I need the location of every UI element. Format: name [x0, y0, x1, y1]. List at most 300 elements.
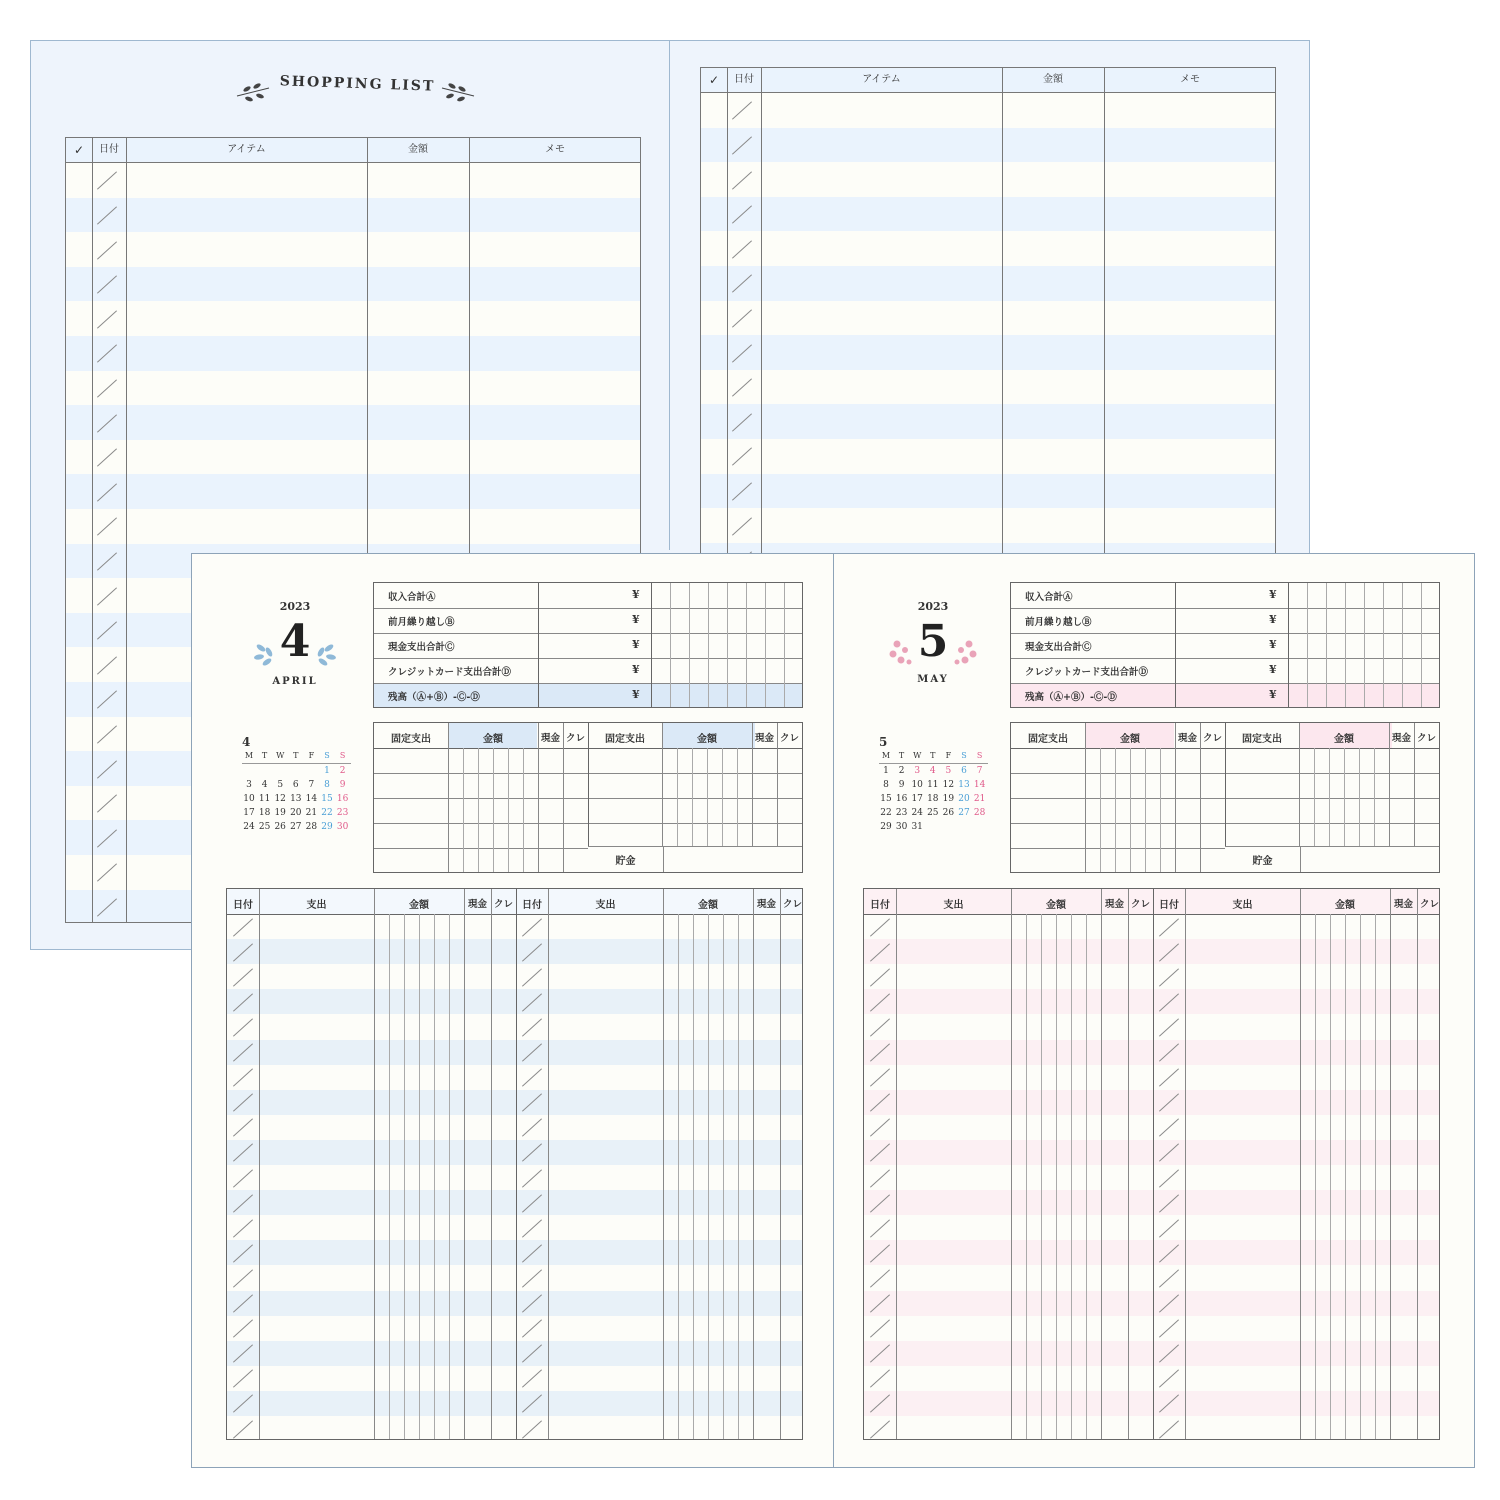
date-slash: [522, 968, 542, 986]
april-daily-expenses-table: [226, 888, 803, 1440]
date-slash: [1159, 1269, 1179, 1287]
col-line: [663, 847, 664, 872]
may-month-heading: [883, 598, 983, 693]
digit-line: [707, 748, 708, 847]
amount-header: 金額: [1334, 734, 1354, 745]
digit-line: [727, 583, 728, 707]
row-stripe: [864, 1040, 1439, 1065]
digit-line: [419, 914, 420, 1439]
date-slash: [97, 449, 117, 467]
calendar-day: 30: [336, 822, 349, 832]
calendar-day: 21: [973, 794, 986, 804]
digit-line: [1375, 914, 1376, 1439]
summary-label: クレジットカード支出合計Ⓓ: [1025, 667, 1148, 678]
amount-header: 金額: [483, 734, 503, 745]
date-slash: [522, 1169, 542, 1187]
calendar-month-label: 5: [879, 735, 888, 749]
date-slash: [1159, 1018, 1179, 1036]
digit-line: [1130, 748, 1131, 872]
weekday-label: T: [930, 751, 936, 760]
digit-line: [404, 914, 405, 1439]
digit-line: [1330, 914, 1331, 1439]
date-slash: [732, 517, 752, 535]
digit-line: [693, 914, 694, 1439]
date-slash: [870, 1269, 890, 1287]
date-slash: [97, 864, 117, 882]
date-slash: [522, 1269, 542, 1287]
weekday-label: T: [261, 751, 268, 760]
calendar-day: 8: [324, 780, 330, 790]
row-stripe: [701, 335, 1275, 370]
row-line: [374, 633, 802, 634]
date-slash: [1159, 1169, 1179, 1187]
col-line: [1200, 723, 1201, 872]
calendar-day: 17: [911, 794, 923, 804]
calendar-day: 3: [914, 766, 921, 776]
date-slash: [732, 379, 752, 397]
row-stripe: [227, 1140, 802, 1165]
row-stripe: [227, 1090, 802, 1115]
digit-line: [1345, 583, 1346, 707]
row-stripe: [864, 1140, 1439, 1165]
date-slash: [522, 1018, 542, 1036]
digit-line: [1421, 583, 1422, 707]
date-slash: [97, 587, 117, 605]
yen-sign: ¥: [1269, 613, 1277, 626]
header-line: [227, 914, 802, 915]
date-slash: [233, 1018, 253, 1036]
calendar-day: 11: [258, 794, 271, 804]
cash-header: 現金: [1391, 733, 1411, 744]
fixed-expense-header: 固定支出: [391, 734, 431, 745]
yen-sign: ¥: [632, 688, 640, 701]
calendar-month-label: 4: [242, 735, 251, 749]
calendar-day: 4: [929, 766, 936, 776]
row-stripe: [864, 1190, 1439, 1215]
digit-line: [1359, 748, 1360, 847]
calendar-day: 9: [339, 780, 346, 790]
row-stripe: [227, 989, 802, 1014]
col-line: [753, 889, 754, 1439]
digit-line: [670, 583, 671, 707]
digit-line: [689, 583, 690, 707]
date-slash: [870, 1219, 890, 1237]
digit-line: [692, 748, 693, 847]
credit-header: クレ: [782, 899, 802, 910]
calendar-day: 26: [942, 808, 955, 818]
weekday-label: S: [961, 751, 967, 760]
date-slash: [732, 171, 752, 189]
calendar-day: 10: [911, 780, 923, 790]
digit-line: [1374, 748, 1375, 847]
digit-line: [1344, 748, 1345, 847]
date-slash: [732, 102, 752, 120]
digit-line: [1041, 914, 1042, 1439]
calendar-day: 4: [261, 780, 268, 790]
col-line: [1128, 889, 1129, 1439]
row-stripe: [864, 1291, 1439, 1316]
expense-header: 支出: [306, 900, 327, 911]
col-line: [1085, 723, 1086, 872]
weekday-label: S: [324, 751, 330, 760]
date-slash: [233, 1119, 253, 1137]
may-daily-expenses-table: [863, 888, 1440, 1440]
calendar-day: 24: [911, 808, 923, 818]
expense-header: 支出: [1232, 900, 1253, 911]
month-name: MAY: [917, 674, 949, 685]
shopping-list-table-right: [700, 67, 1276, 567]
date-slash: [870, 1320, 890, 1338]
amount-header: 金額: [698, 900, 718, 911]
col-line: [780, 889, 781, 1439]
date-slash: [1159, 968, 1179, 986]
yen-sign: ¥: [632, 663, 640, 676]
digit-line: [1071, 914, 1072, 1439]
date-slash: [97, 518, 117, 536]
date-slash: [522, 1219, 542, 1237]
digit-line: [1145, 748, 1146, 872]
digit-line: [746, 583, 747, 707]
summary-label: 残高（Ⓐ+Ⓑ）-Ⓒ-Ⓓ: [1025, 692, 1117, 703]
april-summary-table: [373, 582, 803, 708]
amount-header: 金額: [409, 900, 429, 911]
date-slash: [233, 918, 253, 936]
digit-line: [463, 748, 464, 872]
calendar-day: 19: [274, 808, 286, 818]
cash-header: 現金: [754, 733, 774, 744]
savings-label: 貯金: [1252, 856, 1273, 867]
digit-line: [1115, 748, 1116, 872]
row-stripe: [227, 1040, 802, 1065]
calendar-day: 31: [911, 822, 923, 832]
col-line: [1300, 889, 1301, 1439]
calendar-day: 5: [277, 780, 284, 790]
calendar-day: 12: [274, 794, 286, 804]
date-slash: [732, 448, 752, 466]
calendar-day: 5: [945, 766, 952, 776]
weekday-label: M: [881, 751, 891, 760]
page-fold: [833, 553, 834, 1468]
calendar-day: 16: [895, 794, 908, 804]
date-slash: [522, 1119, 542, 1137]
item-header: アイテム: [862, 74, 901, 85]
date-slash: [870, 1420, 890, 1438]
date-slash: [97, 379, 117, 397]
yen-sign: ¥: [632, 588, 640, 601]
credit-header: クレ: [493, 899, 513, 910]
date-slash: [732, 309, 752, 327]
row-line: [1011, 658, 1439, 659]
check-header-icon: ✓: [708, 73, 720, 87]
date-slash: [1159, 1320, 1179, 1338]
date-slash: [233, 1169, 253, 1187]
digit-line: [784, 583, 785, 707]
item-header: アイテム: [227, 144, 266, 155]
cash-header: 現金: [467, 899, 487, 910]
calendar-day: 16: [336, 794, 349, 804]
credit-header: クレ: [1416, 733, 1436, 744]
credit-header: クレ: [1419, 899, 1439, 910]
summary-label: 収入合計Ⓐ: [388, 592, 436, 603]
calendar-day: 29: [321, 822, 333, 832]
weekday-label: W: [276, 751, 285, 760]
calendar-day: 1: [883, 766, 889, 776]
weekday-label: W: [913, 751, 922, 760]
leaf-ornament-left-icon: [235, 80, 271, 102]
digit-line: [1314, 748, 1315, 847]
row-line: [1011, 608, 1439, 609]
month-number: 5: [917, 616, 949, 667]
yen-sign: ¥: [1269, 663, 1277, 676]
yen-sign: ¥: [1269, 688, 1277, 701]
date-slash: [732, 240, 752, 258]
digit-line: [449, 914, 450, 1439]
header-line: [864, 914, 1439, 915]
date-slash: [870, 918, 890, 936]
calendar-day: 15: [880, 794, 892, 804]
row-stripe: [227, 1240, 802, 1265]
date-slash: [1159, 1370, 1179, 1388]
date-slash: [233, 1370, 253, 1388]
calendar-day: 15: [321, 794, 333, 804]
row-stripe: [227, 1341, 802, 1366]
digit-line: [434, 914, 435, 1439]
memo-header: メモ: [545, 144, 565, 155]
calendar-day: 19: [942, 794, 955, 804]
row-stripe: [701, 128, 1275, 163]
weekday-label: F: [308, 751, 315, 760]
col-line: [663, 889, 664, 1439]
date-slash: [870, 1119, 890, 1137]
digit-line: [708, 583, 709, 707]
digit-line: [678, 914, 679, 1439]
calendar-day: 22: [880, 808, 892, 818]
calendar-day: 29: [880, 822, 892, 832]
row-stripe: [701, 474, 1275, 509]
calendar-day: 20: [290, 808, 302, 818]
digit-line: [1345, 914, 1346, 1439]
calendar-day: 20: [958, 794, 970, 804]
row-stripe: [701, 266, 1275, 301]
digit-line: [765, 583, 766, 707]
digit-line: [1402, 583, 1403, 707]
digit-line: [493, 748, 494, 872]
col-line: [548, 889, 549, 1439]
date-slash: [97, 795, 117, 813]
calendar-day: 7: [308, 780, 315, 790]
yen-sign: ¥: [1269, 588, 1277, 601]
check-header-icon: ✓: [73, 143, 85, 157]
april-fixed-expenses-table: [373, 722, 803, 873]
amount-header: 金額: [1335, 900, 1355, 911]
date-slash: [233, 1069, 253, 1087]
fixed-expense-header: 固定支出: [1028, 734, 1068, 745]
date-slash: [233, 968, 253, 986]
col-line: [1101, 889, 1102, 1439]
date-slash: [1159, 1420, 1179, 1438]
date-slash: [522, 1069, 542, 1087]
col-line: [516, 889, 517, 1439]
calendar-day: 30: [895, 822, 908, 832]
date-header: 日付: [522, 900, 542, 911]
weekday-label: T: [293, 751, 299, 760]
calendar-day: 9: [898, 780, 905, 790]
may-summary-table: [1010, 582, 1440, 708]
weekday-label: S: [976, 751, 983, 760]
digit-line: [389, 914, 390, 1439]
calendar-divider: [879, 763, 988, 764]
row-stripe: [227, 1291, 802, 1316]
calendar-day: 12: [942, 780, 955, 790]
cash-header: 現金: [756, 899, 776, 910]
calendar-day: 25: [927, 808, 939, 818]
col-line: [491, 889, 492, 1439]
row-stripe: [701, 197, 1275, 232]
fixed-expense-header: 固定支出: [605, 734, 645, 745]
row-line: [374, 683, 802, 684]
col-line: [259, 889, 260, 1439]
digit-line: [1086, 914, 1087, 1439]
credit-header: クレ: [1202, 733, 1222, 744]
savings-label: 貯金: [615, 856, 636, 867]
digit-line: [1160, 748, 1161, 872]
amount-header: 金額: [697, 734, 717, 745]
digit-line: [708, 914, 709, 1439]
summary-label: 現金支出合計Ⓒ: [1025, 642, 1092, 653]
amount-header: 金額: [1046, 900, 1066, 911]
calendar-day: 6: [292, 780, 299, 790]
weekday-label: T: [898, 751, 905, 760]
calendar-day: 18: [258, 808, 271, 818]
shopping-list-title-block: [230, 70, 480, 110]
col-line: [464, 889, 465, 1439]
col-line: [896, 889, 897, 1439]
month-name: APRIL: [272, 676, 318, 687]
cash-header: 現金: [1104, 899, 1124, 910]
date-slash: [97, 725, 117, 743]
row-line: [1011, 683, 1439, 684]
amount-header: 金額: [1043, 74, 1063, 85]
row-stripe: [864, 1240, 1439, 1265]
calendar-day: 22: [321, 808, 333, 818]
calendar-day: 28: [973, 808, 986, 818]
page-fold: [669, 40, 670, 550]
weekday-label: M: [244, 751, 254, 760]
shopping-list-title: SHOPPING LIST: [279, 73, 436, 95]
calendar-day: 26: [274, 822, 286, 832]
calendar-day: 2: [339, 766, 346, 776]
date-slash: [97, 310, 117, 328]
date-header: 日付: [99, 144, 119, 155]
digit-line: [722, 748, 723, 847]
date-slash: [1159, 1119, 1179, 1137]
row-stripe: [864, 939, 1439, 964]
expense-header: 支出: [595, 900, 616, 911]
col-line: [538, 583, 539, 707]
col-line: [1175, 723, 1176, 872]
memo-header: メモ: [1180, 74, 1200, 85]
row-stripe: [864, 1341, 1439, 1366]
calendar-day: 27: [290, 822, 302, 832]
digit-line: [478, 748, 479, 872]
row-stripe: [227, 1391, 802, 1416]
date-slash: [233, 1219, 253, 1237]
calendar-day: 27: [958, 808, 970, 818]
col-line: [448, 723, 449, 872]
col-line: [1288, 583, 1289, 707]
weekday-label: F: [945, 751, 952, 760]
summary-label: 収入合計Ⓐ: [1025, 592, 1073, 603]
leaf-ornament-right-icon: [440, 80, 476, 102]
col-line: [538, 723, 539, 872]
date-slash: [97, 656, 117, 674]
yen-sign: ¥: [1269, 638, 1277, 651]
date-slash: [1159, 918, 1179, 936]
summary-label: 残高（Ⓐ+Ⓑ）-Ⓒ-Ⓓ: [388, 692, 480, 703]
row-stripe: [864, 1090, 1439, 1115]
may-mini-calendar: [879, 735, 991, 835]
digit-line: [1307, 583, 1308, 707]
weekday-label: S: [339, 751, 346, 760]
row-line: [1011, 633, 1439, 634]
date-slash: [97, 241, 117, 259]
calendar-day: 14: [973, 780, 986, 790]
date-slash: [97, 172, 117, 190]
col-line: [651, 583, 652, 707]
credit-header: クレ: [1130, 899, 1150, 910]
summary-label: 現金支出合計Ⓒ: [388, 642, 455, 653]
digit-line: [1315, 914, 1316, 1439]
calendar-day: 7: [976, 766, 983, 776]
calendar-day: 25: [258, 822, 271, 832]
calendar-day: 28: [305, 822, 318, 832]
cash-header: 現金: [1177, 733, 1197, 744]
calendar-day: 1: [324, 766, 330, 776]
date-slash: [522, 918, 542, 936]
calendar-day: 13: [958, 780, 970, 790]
date-slash: [522, 1420, 542, 1438]
calendar-day: 13: [290, 794, 302, 804]
row-stripe: [701, 404, 1275, 439]
credit-header: クレ: [565, 733, 585, 744]
date-slash: [233, 1320, 253, 1338]
summary-label: 前月繰り越しⒷ: [1025, 617, 1092, 628]
yen-sign: ¥: [632, 638, 640, 651]
calendar-day: 23: [336, 808, 349, 818]
digit-line: [523, 748, 524, 872]
digit-line: [1329, 748, 1330, 847]
expense-header: 支出: [943, 900, 964, 911]
date-header: 日付: [1159, 900, 1179, 911]
date-slash: [233, 1269, 253, 1287]
month-number: 4: [279, 616, 311, 667]
cash-header: 現金: [540, 733, 560, 744]
row-stripe: [864, 1391, 1439, 1416]
date-header: 日付: [734, 74, 754, 85]
col-line: [1185, 889, 1186, 1439]
digit-line: [723, 914, 724, 1439]
digit-line: [677, 748, 678, 847]
digit-line: [737, 748, 738, 847]
row-line: [374, 658, 802, 659]
fixed-expense-header: 固定支出: [1242, 734, 1282, 745]
row-stripe: [66, 336, 640, 371]
col-line: [1153, 889, 1154, 1439]
digit-line: [1383, 583, 1384, 707]
date-slash: [233, 1420, 253, 1438]
date-slash: [1159, 1219, 1179, 1237]
cash-header: 現金: [1393, 899, 1413, 910]
